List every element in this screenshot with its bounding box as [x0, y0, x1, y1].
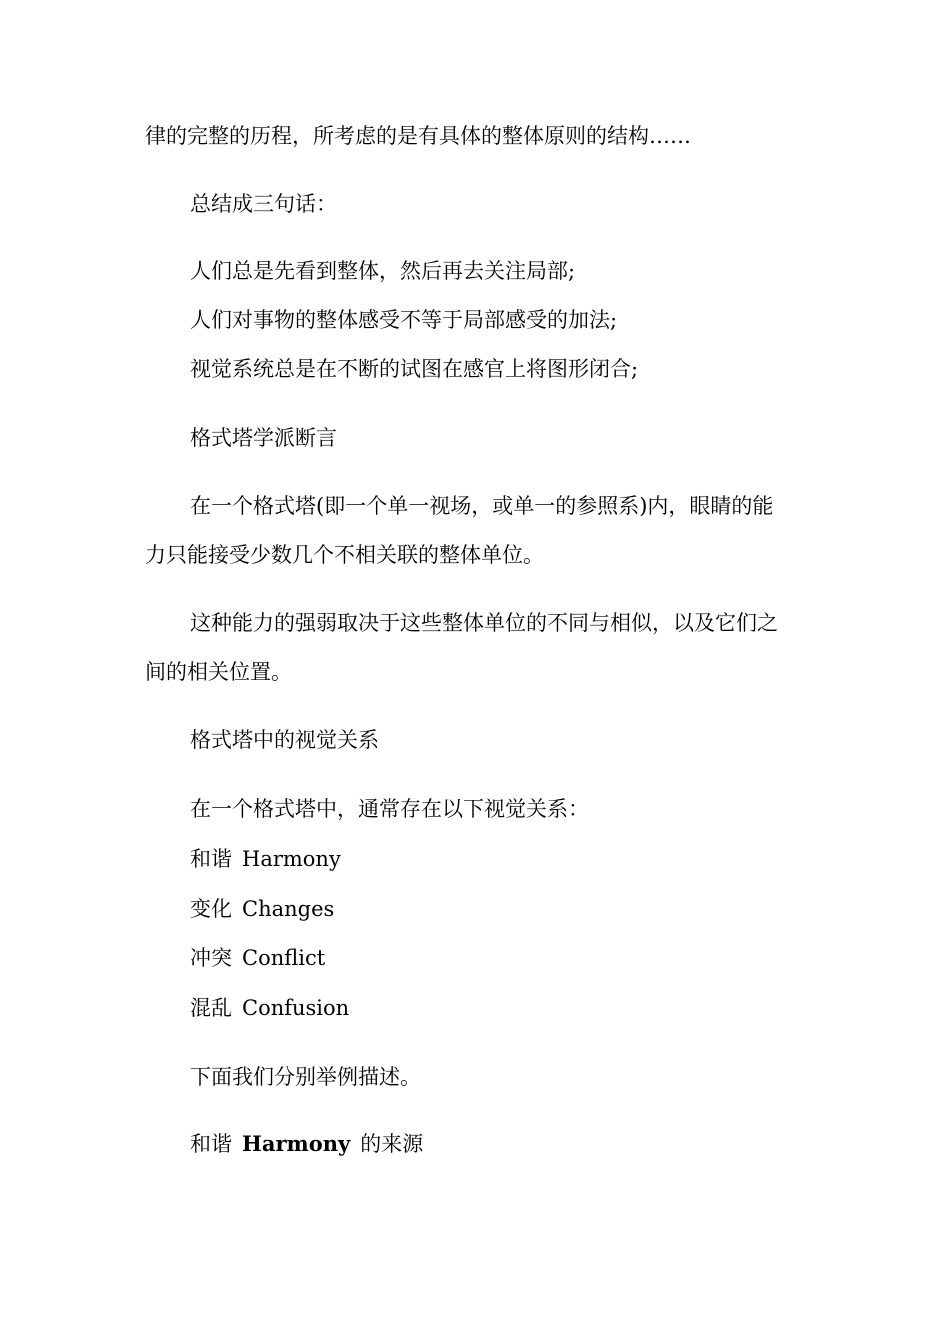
- paragraph-line: 间的相关位置。: [145, 660, 292, 684]
- heading-en: Harmony: [242, 1131, 351, 1156]
- paragraph-line: 力只能接受少数几个不相关联的整体单位。: [145, 543, 544, 567]
- summary-point-1: 人们总是先看到整体，然后再去关注局部;: [190, 259, 576, 283]
- relation-item-changes: [190, 894, 820, 924]
- relation-item-conflict: [190, 943, 820, 973]
- relation-en: Confusion: [242, 996, 350, 1020]
- summary-point-2: 人们对事物的整体感受不等于局部感受的加法;: [190, 308, 618, 332]
- paragraph-line: 这种能力的强弱取决于这些整体单位的不同与相似，以及它们之: [190, 611, 778, 635]
- relation-en: Conflict: [242, 946, 326, 970]
- section-heading-gestalt-assertion: 格式塔学派断言: [190, 426, 337, 450]
- relation-item-harmony: [190, 844, 820, 874]
- section-heading-visual-relations: 格式塔中的视觉关系: [190, 728, 379, 752]
- list-intro: 在一个格式塔中，通常存在以下视觉关系：: [190, 797, 589, 821]
- relation-cn: 和谐: [190, 847, 232, 871]
- relation-cn: 混乱: [190, 996, 232, 1020]
- heading-cn: 和谐: [190, 1132, 232, 1156]
- relation-cn: 变化: [190, 897, 232, 921]
- paragraph-line: 在一个格式塔(即一个单一视场，或单一的参照系)内，眼睛的能: [190, 494, 774, 518]
- relation-cn: 冲突: [190, 946, 232, 970]
- section-heading-harmony-source: [190, 1129, 820, 1159]
- relation-en: Changes: [242, 897, 335, 921]
- heading-suffix: 的来源: [360, 1132, 424, 1156]
- relation-en: Harmony: [242, 847, 341, 871]
- summary-point-3: 视觉系统总是在不断的试图在感官上将图形闭合;: [190, 357, 639, 381]
- paragraph-line: 律的完整的历程，所考虑的是有具体的整体原则的结构……: [145, 124, 691, 148]
- relation-item-confusion: [190, 993, 820, 1023]
- summary-heading: 总结成三句话：: [190, 192, 337, 216]
- paragraph-line: 下面我们分别举例描述。: [190, 1065, 421, 1089]
